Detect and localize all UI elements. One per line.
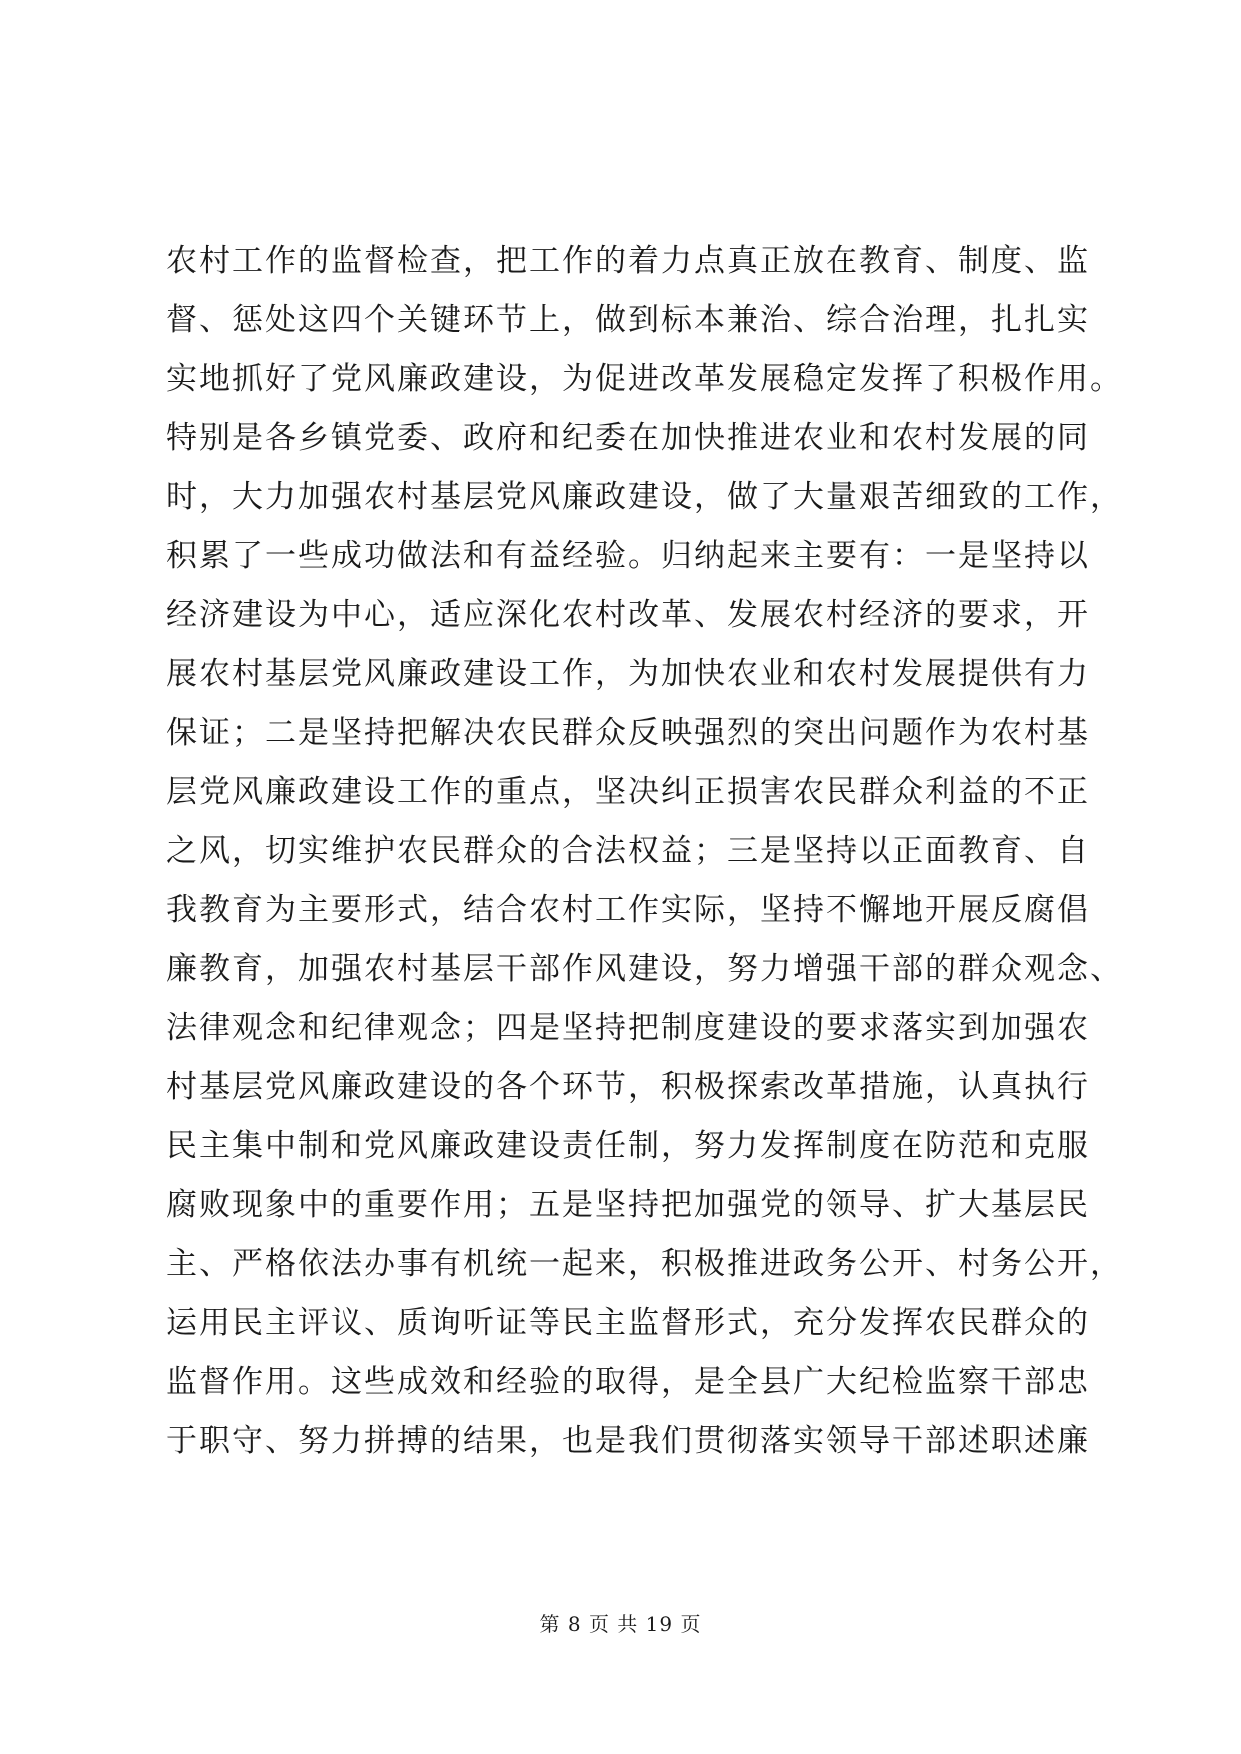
text-line: 民主集中制和党风廉政建设责任制，努力发挥制度在防范和克服 <box>166 1128 1090 1164</box>
text-line: 法律观念和纪律观念；四是坚持把制度建设的要求落实到加强农 <box>166 1010 1090 1046</box>
text-line: 特别是各乡镇党委、政府和纪委在加快推进农业和农村发展的同 <box>166 420 1090 456</box>
page-number: 第 8 页 共 19 页 <box>539 1612 702 1636</box>
text-line: 主、严格依法办事有机统一起来，积极推进政务公开、村务公开， <box>166 1246 1123 1282</box>
text-line: 廉教育，加强农村基层干部作风建设，努力增强干部的群众观念、 <box>166 951 1123 987</box>
text-line: 保证；二是坚持把解决农民群众反映强烈的突出问题作为农村基 <box>166 715 1090 751</box>
body-text <box>166 232 1126 1471</box>
text-line: 展农村基层党风廉政建设工作，为加快农业和农村发展提供有力 <box>166 656 1090 692</box>
page-footer <box>0 1610 1241 1638</box>
text-line: 腐败现象中的重要作用；五是坚持把加强党的领导、扩大基层民 <box>166 1187 1090 1223</box>
text-line: 之风，切实维护农民群众的合法权益；三是坚持以正面教育、自 <box>166 833 1090 869</box>
text-line: 村基层党风廉政建设的各个环节，积极探索改革措施，认真执行 <box>166 1069 1090 1105</box>
text-line: 层党风廉政建设工作的重点，坚决纠正损害农民群众利益的不正 <box>166 774 1090 810</box>
text-line: 实地抓好了党风廉政建设，为促进改革发展稳定发挥了积极作用。 <box>166 361 1123 397</box>
text-line: 我教育为主要形式，结合农村工作实际，坚持不懈地开展反腐倡 <box>166 892 1090 928</box>
text-line: 经济建设为中心，适应深化农村改革、发展农村经济的要求，开 <box>166 597 1090 633</box>
text-line: 时，大力加强农村基层党风廉政建设，做了大量艰苦细致的工作， <box>166 479 1123 515</box>
text-line: 督、惩处这四个关键环节上，做到标本兼治、综合治理，扎扎实 <box>166 302 1090 338</box>
text-line: 监督作用。这些成效和经验的取得，是全县广大纪检监察干部忠 <box>166 1364 1090 1400</box>
text-line: 运用民主评议、质询听证等民主监督形式，充分发挥农民群众的 <box>166 1305 1090 1341</box>
text-line: 于职守、努力拼搏的结果，也是我们贯彻落实领导干部述职述廉 <box>166 1423 1090 1459</box>
text-line: 积累了一些成功做法和有益经验。归纳起来主要有：一是坚持以 <box>166 538 1090 574</box>
text-line: 农村工作的监督检查，把工作的着力点真正放在教育、制度、监 <box>166 243 1090 279</box>
